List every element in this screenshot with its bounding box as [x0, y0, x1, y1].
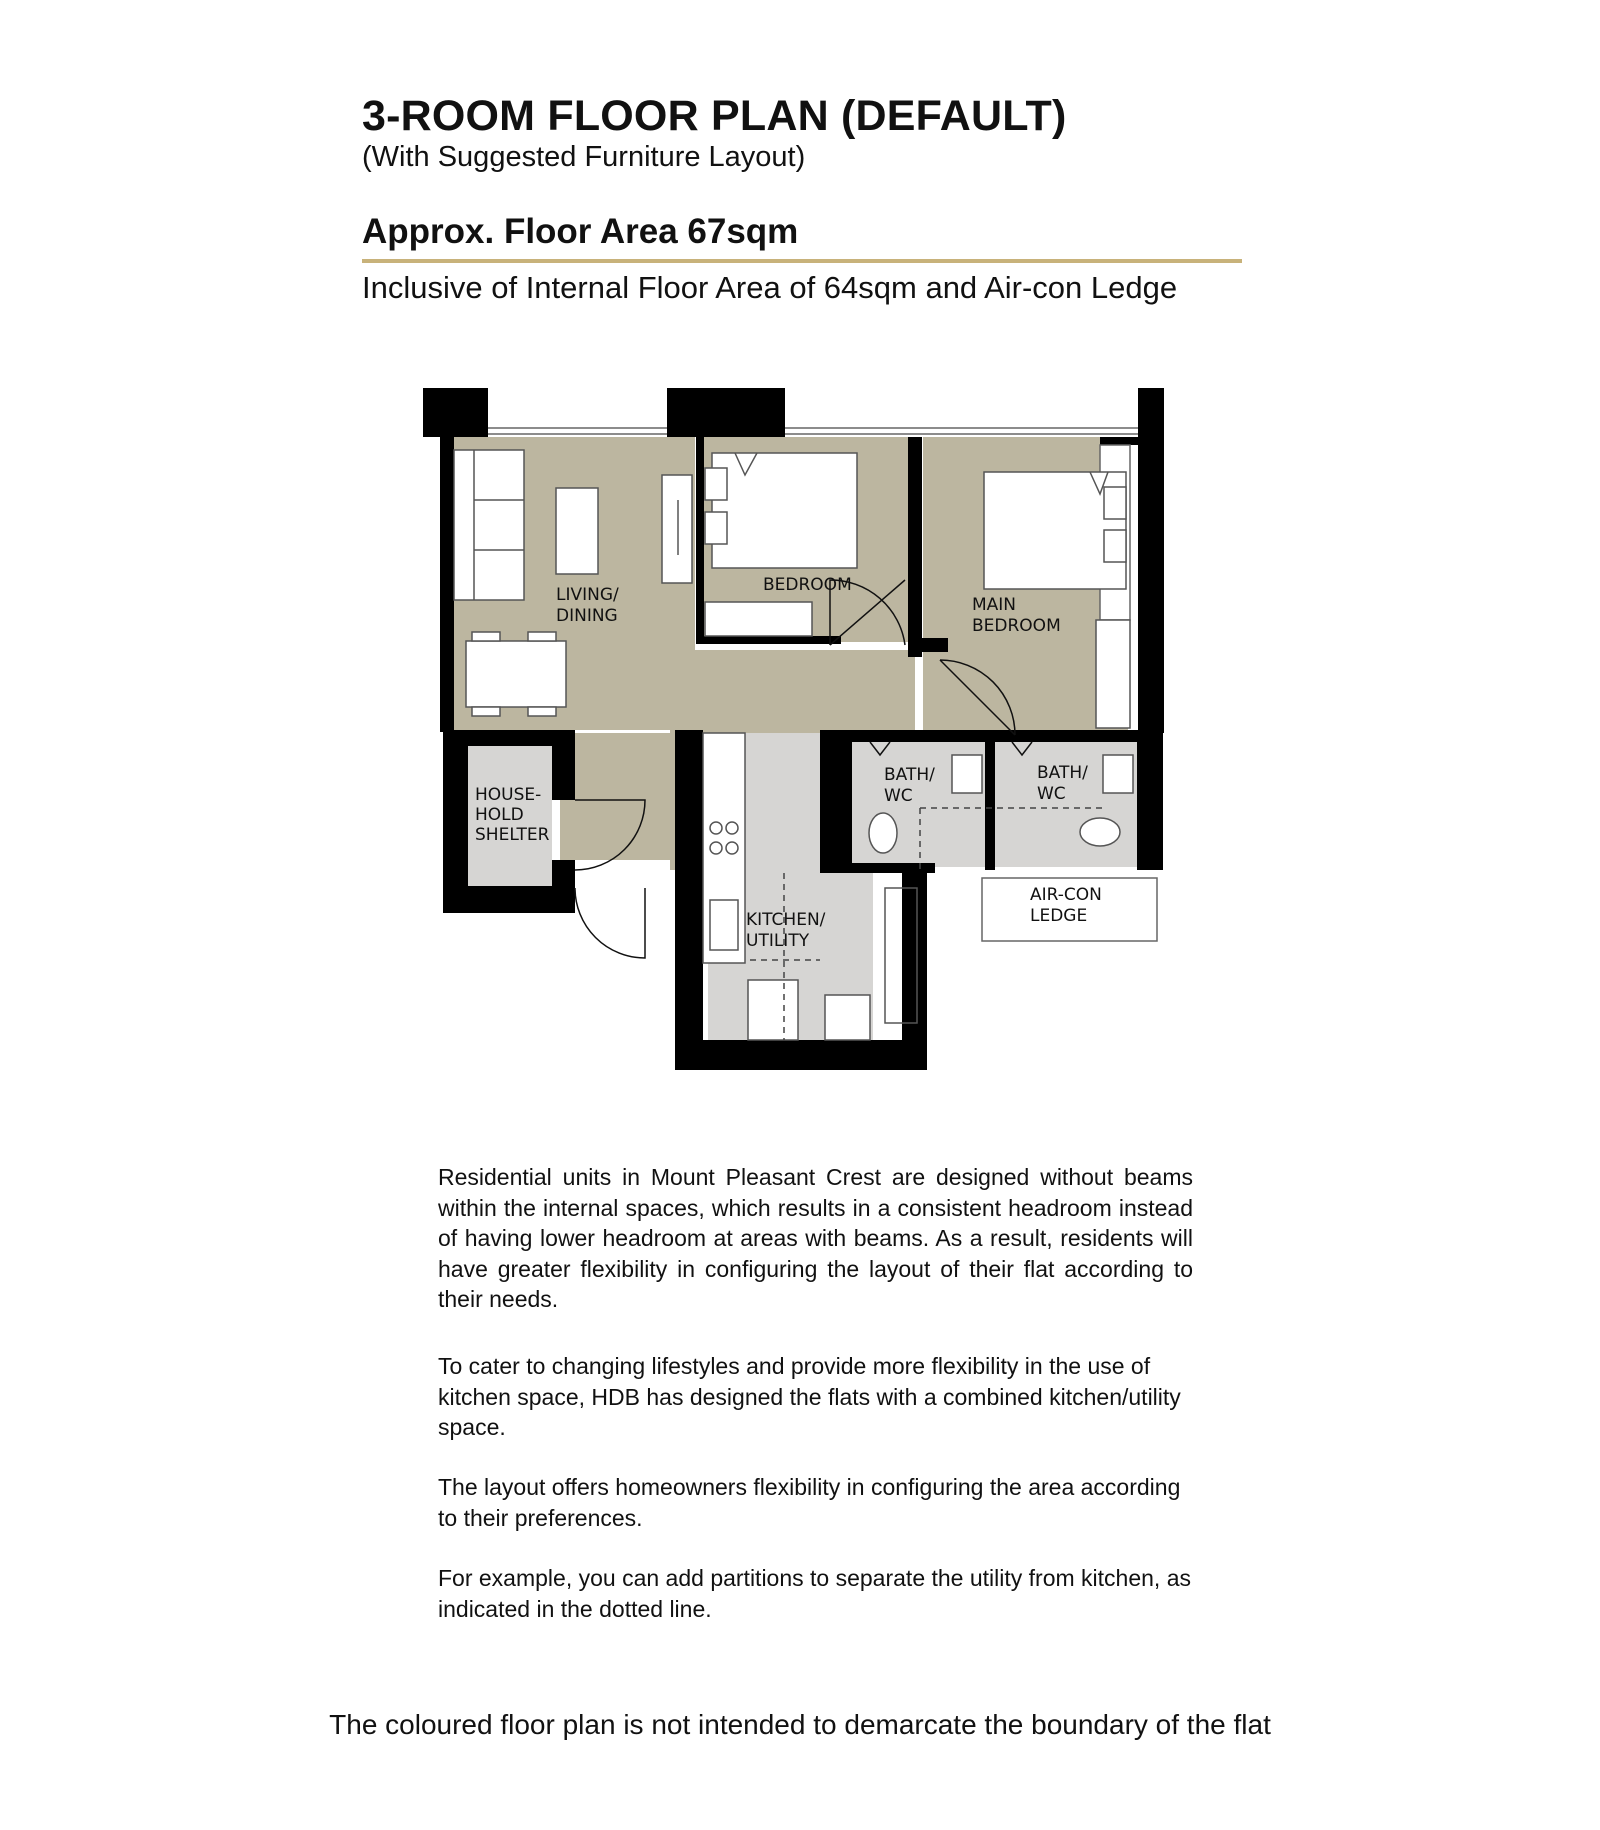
label-aircon-1: AIR-CON — [1030, 885, 1102, 905]
hob-burner — [710, 822, 722, 834]
label-kitchen-1: KITCHEN/ — [746, 910, 826, 930]
floor-plan — [420, 385, 1175, 1075]
label-bedroom: BEDROOM — [763, 575, 852, 595]
paragraph-partition: For example, you can add partitions to separate the utility from kitchen, as indicated in the dotted line. — [438, 1565, 1191, 1622]
washer — [825, 995, 870, 1040]
page-title: 3-ROOM FLOOR PLAN (DEFAULT) — [362, 92, 1067, 140]
sofa — [454, 450, 524, 600]
page-subtitle: (With Suggested Furniture Layout) — [362, 141, 806, 173]
toilet-1 — [869, 813, 897, 853]
basin-1 — [952, 755, 982, 793]
entrance-floor — [560, 733, 675, 860]
label-main-bedroom-2: BEDROOM — [972, 616, 1061, 636]
paragraph-layout: The layout offers homeowners flexibility in configuring the area according to their preferences. — [438, 1474, 1181, 1531]
label-bath2-1: BATH/ — [1037, 763, 1088, 783]
wardrobe-1 — [705, 602, 812, 636]
label-bath1-2: WC — [884, 786, 913, 806]
label-living-1: LIVING/ — [556, 585, 619, 605]
area-inclusive-note: Inclusive of Internal Floor Area of 64sqm and Air-con Ledge — [362, 270, 1178, 305]
wardrobe-2 — [1096, 620, 1130, 728]
label-aircon-2: LEDGE — [1030, 906, 1088, 926]
tv-console — [662, 475, 692, 583]
label-bath2-2: WC — [1037, 784, 1066, 804]
label-bath1-1: BATH/ — [884, 765, 935, 785]
footer-disclaimer: The coloured floor plan is not intended to demarcate the boundary of the flat — [329, 1709, 1271, 1740]
paragraph-beams: Residential units in Mount Pleasant Crest are designed without beams within the internal spaces, which results in a consistent headroom instead of having lower headroom at areas with beams. As a result, residents will have greater flexibility in configuring the layout of their flat according to their needs. — [438, 1164, 1193, 1312]
label-kitchen-2: UTILITY — [746, 931, 810, 951]
label-main-bedroom-1: MAIN — [972, 595, 1017, 615]
dining-table — [466, 641, 566, 707]
bed-1 — [712, 453, 857, 568]
toilet-2 — [1080, 818, 1120, 846]
basin-2 — [1103, 755, 1133, 793]
label-shelter-3: SHELTER — [475, 825, 550, 845]
label-living-2: DINING — [556, 606, 618, 626]
label-shelter-2: HOLD — [475, 805, 524, 825]
coffee-table — [556, 488, 598, 574]
kitchen-sink — [710, 900, 738, 950]
label-shelter-1: HOUSE- — [475, 785, 542, 805]
gold-divider — [362, 259, 1242, 263]
floor-area-heading: Approx. Floor Area 67sqm — [362, 212, 799, 251]
paragraph-kitchen: To cater to changing lifestyles and provide more flexibility in the use of kitchen space, HDB has designed the flats with a combined kitchen/utility space. — [438, 1353, 1181, 1440]
